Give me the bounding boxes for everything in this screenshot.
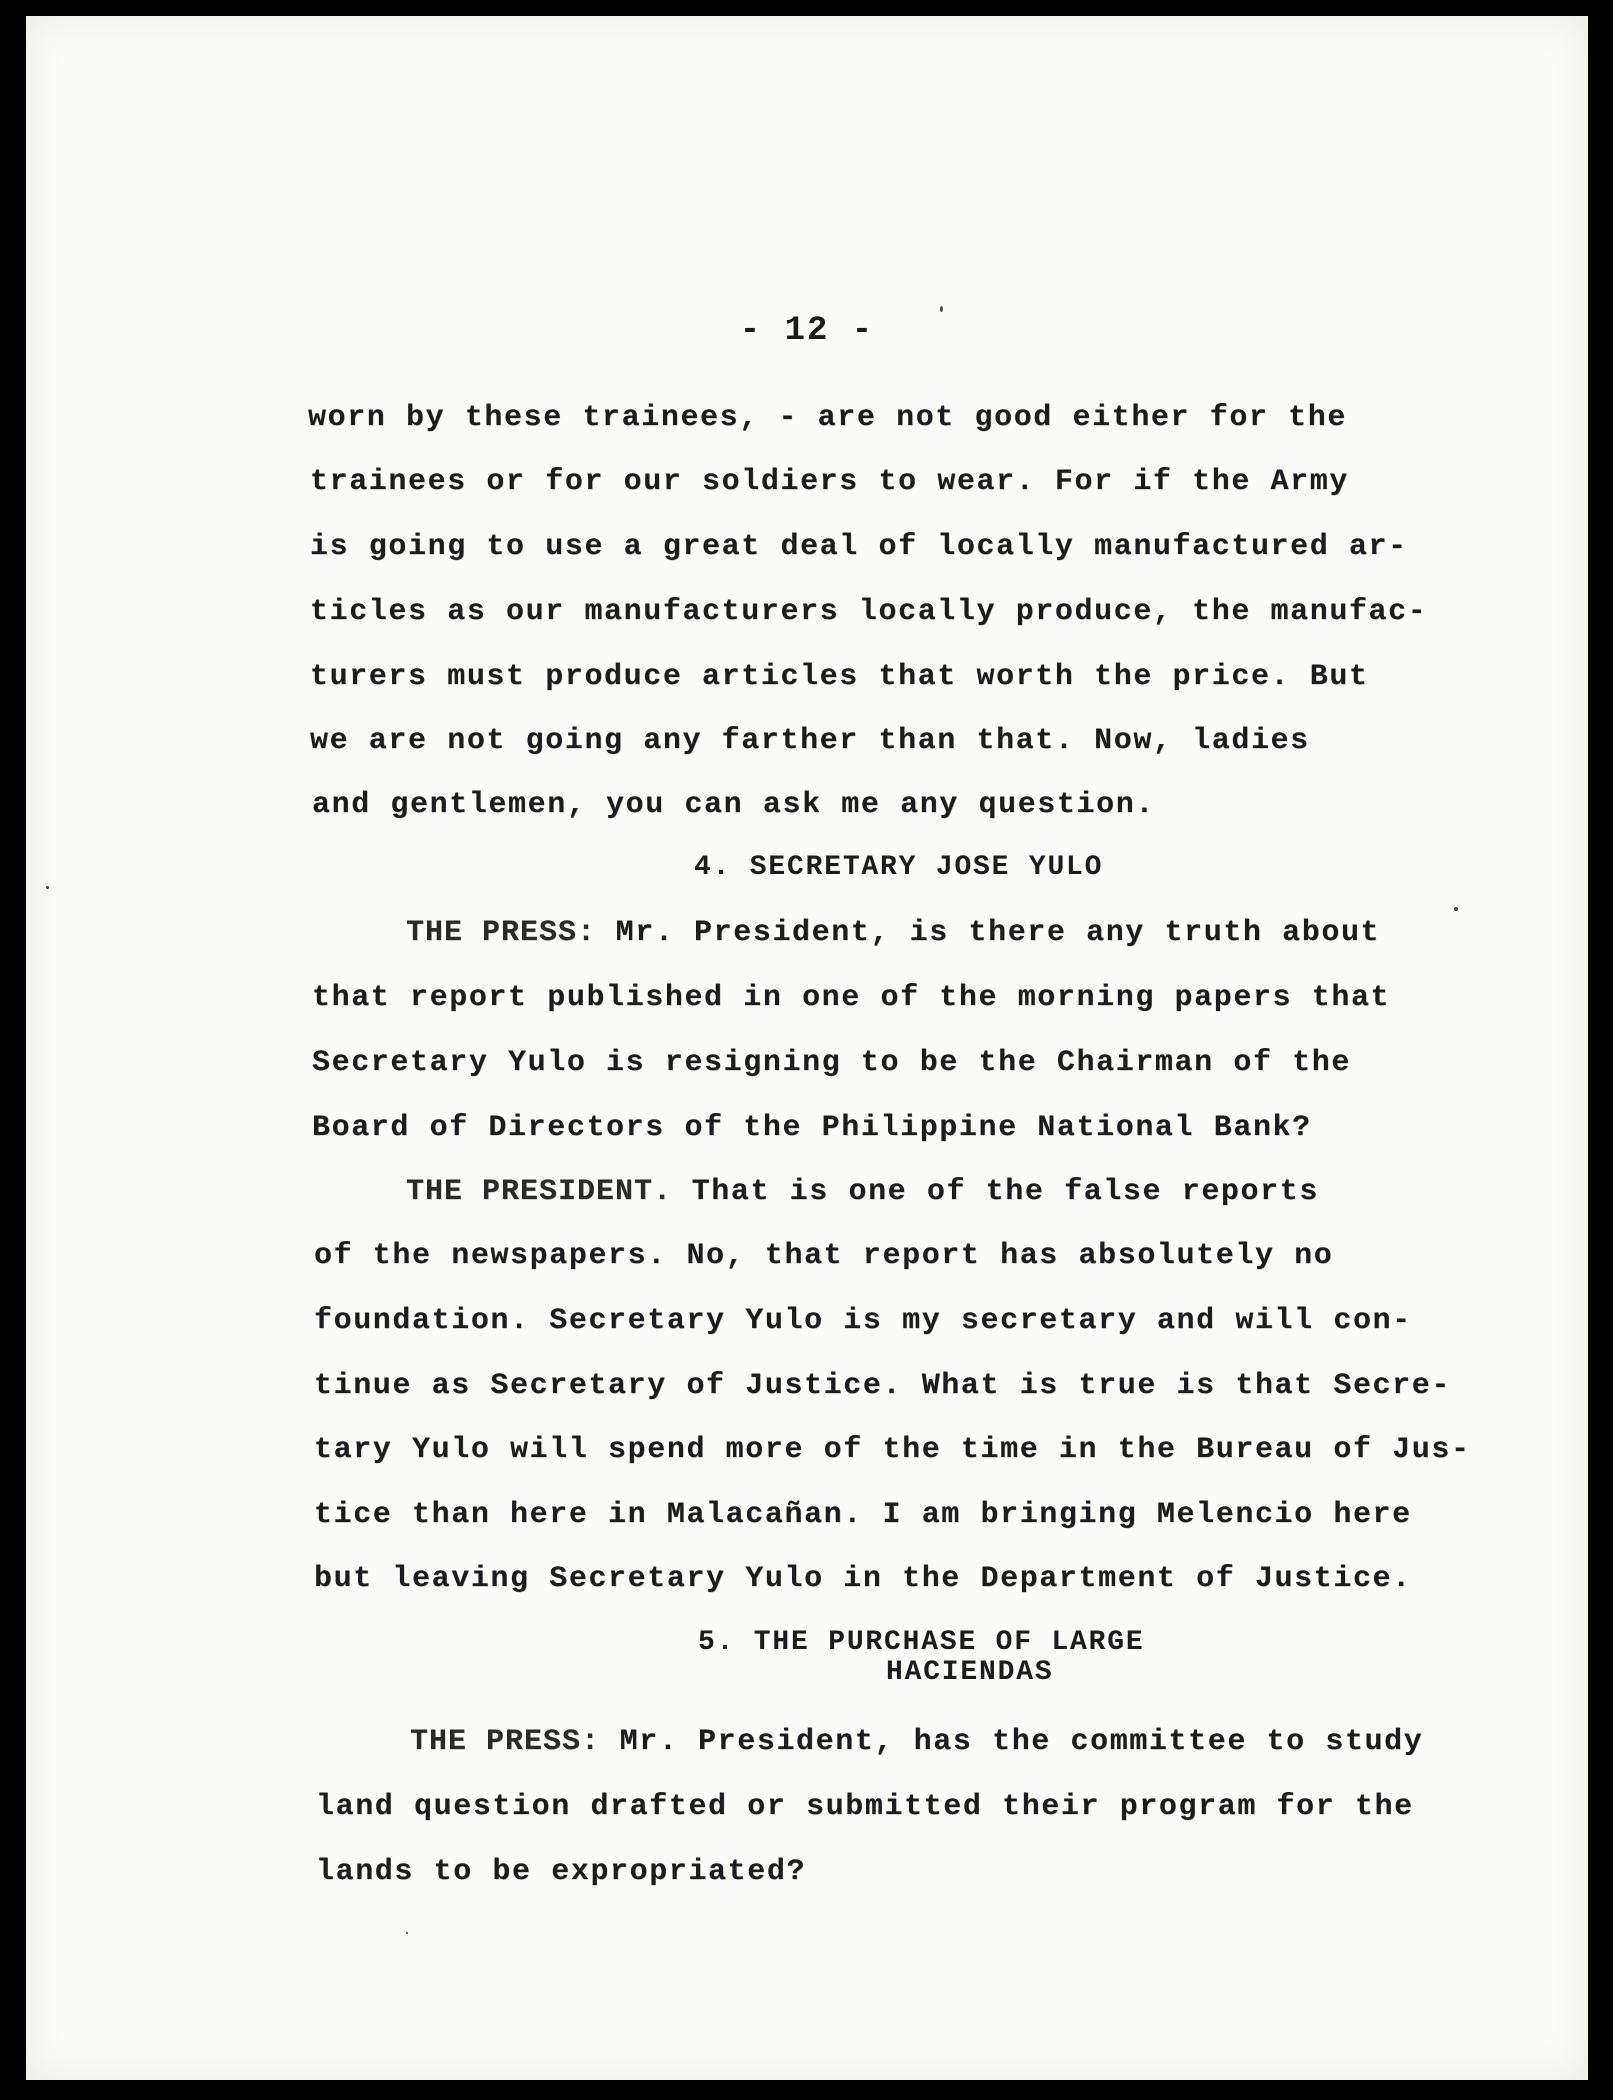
- press-question: [406, 913, 1380, 953]
- body-line: foundation. Secretary Yulo is my secretary and will con-: [314, 1304, 1412, 1338]
- president-answer: [406, 1172, 1319, 1212]
- body-line: Board of Directors of the Philippine National Bank?: [312, 1111, 1312, 1145]
- speaker-label: THE PRESS:: [406, 916, 597, 950]
- scan-speck: [406, 1932, 408, 1934]
- body-line: trainees or for our soldiers to wear. For if the Army: [310, 465, 1349, 499]
- question-text: Mr. President, has the committee to study: [600, 1725, 1424, 1759]
- body-line: is going to use a great deal of locally manufactured ar-: [310, 530, 1408, 564]
- body-line: lands to be expropriated?: [316, 1855, 807, 1889]
- speaker-label: THE PRESS:: [410, 1725, 601, 1759]
- body-line: ticles as our manufacturers locally produce, the manufac-: [310, 595, 1428, 629]
- body-line: tinue as Secretary of Justice. What is true is that Secre-: [314, 1369, 1451, 1403]
- scan-speck: [1454, 907, 1458, 911]
- body-line: worn by these trainees, - are not good either for the: [308, 401, 1347, 435]
- press-question: [410, 1722, 1423, 1762]
- section-heading-continued: HACIENDAS: [886, 1657, 1054, 1688]
- body-line: we are not going any farther than that. Now, ladies: [310, 724, 1310, 758]
- body-line: land question drafted or submitted their program for the: [316, 1790, 1414, 1824]
- speaker-label: THE PRESIDENT.: [406, 1175, 673, 1209]
- question-text: Mr. President, is there any truth about: [596, 916, 1381, 950]
- page-number: - 12 -: [739, 312, 875, 350]
- section-heading: 4. SECRETARY JOSE YULO: [694, 852, 1104, 883]
- body-line: Secretary Yulo is resigning to be the Chairman of the: [312, 1046, 1351, 1080]
- section-heading: 5. THE PURCHASE OF LARGE: [698, 1627, 1145, 1658]
- scan-speck: [940, 306, 943, 312]
- body-line: but leaving Secretary Yulo in the Department of Justice.: [314, 1562, 1412, 1596]
- document-page: [26, 16, 1588, 2080]
- body-line: tary Yulo will spend more of the time in the Bureau of Jus-: [314, 1433, 1471, 1467]
- answer-text: That is one of the false reports: [672, 1175, 1319, 1209]
- body-line: that report published in one of the morning papers that: [312, 981, 1391, 1015]
- body-line: and gentlemen, you can ask me any question.: [312, 788, 1155, 822]
- body-line: turers must produce articles that worth the price. But: [310, 660, 1369, 694]
- scan-speck: [46, 886, 49, 889]
- body-line: of the newspapers. No, that report has absolutely no: [314, 1239, 1334, 1273]
- body-line: tice than here in Malacañan. I am bringing Melencio here: [314, 1498, 1412, 1532]
